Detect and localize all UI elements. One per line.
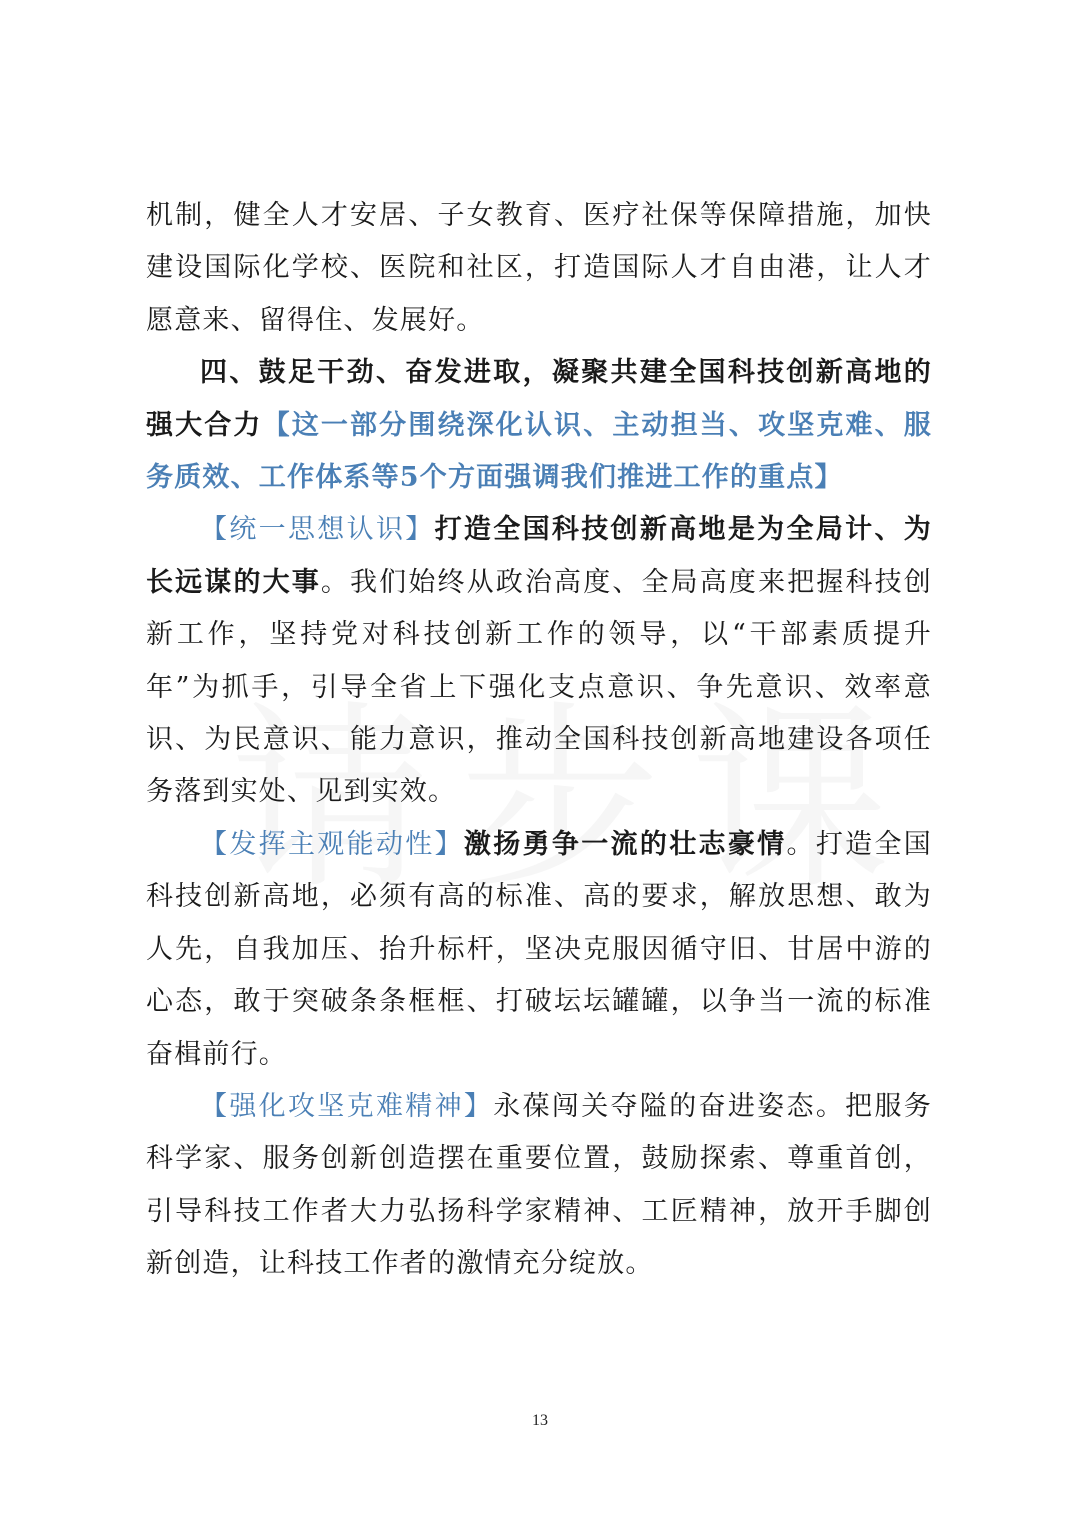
item-lead: 打造全国科技创新高地是为全局计、为长远谋的大事 — [146, 514, 932, 598]
page-number: 13 — [532, 1412, 548, 1429]
item-lead: 激扬勇争一流的壮志豪情 — [463, 828, 787, 860]
item-body: 。把服务科学家、服务创新创造摆在重要位置，鼓励探索、尊重首创，引导科技工作者大力弘扬科学家精神、工匠精神，放开手脚创新创造，让科技工作者的激情充分绽放。 — [146, 1090, 933, 1280]
paragraph-item-2 — [146, 819, 932, 1081]
paragraph-item-3 — [146, 1081, 932, 1291]
item-tag: 【统一思想认识】 — [200, 514, 435, 546]
item-tag: 【发挥主观能动性】 — [200, 828, 464, 860]
section-heading: 四、鼓足干劲、奋发进取，凝聚共建全国科技创新高地的强大合力 — [146, 357, 932, 441]
paragraph-continued: 机制，健全人才安居、子女教育、医疗社保等保障措施，加快建设国际化学校、医院和社区，打造国际人才自由港，让人才愿意来、留得住、发展好。 — [146, 200, 932, 336]
section-4 — [146, 347, 932, 504]
item-tag: 【强化攻坚克难精神】 — [200, 1090, 494, 1122]
document-body — [146, 190, 932, 1291]
item-lead: 永葆闯关夺隘的奋进姿态 — [493, 1090, 816, 1122]
paragraph-item-1 — [146, 504, 932, 818]
item-body: 。我们始终从政治高度、全局高度来把握科技创新工作，坚持党对科技创新工作的领导，以“干部素质提升年”为抓手，引导全省上下强化支点意识、争先意识、效率意识、为民意识、能力意识，推动全国科技创新高地建设各项任务落到实处、见到实效。 — [146, 566, 933, 808]
section-note: 【这一部分围绕深化认识、主动担当、攻坚克难、服务质效、工作体系等5个方面强调我们推进工作的重点】 — [146, 409, 932, 494]
item-body: 。打造全国科技创新高地，必须有高的标准、高的要求，解放思想、敢为人先，自我加压、抬升标杆，坚决克服因循守旧、甘居中游的心态，敢于突破条条框框、打破坛坛罐罐，以争当一流的标准奋楫前行。 — [146, 828, 932, 1070]
